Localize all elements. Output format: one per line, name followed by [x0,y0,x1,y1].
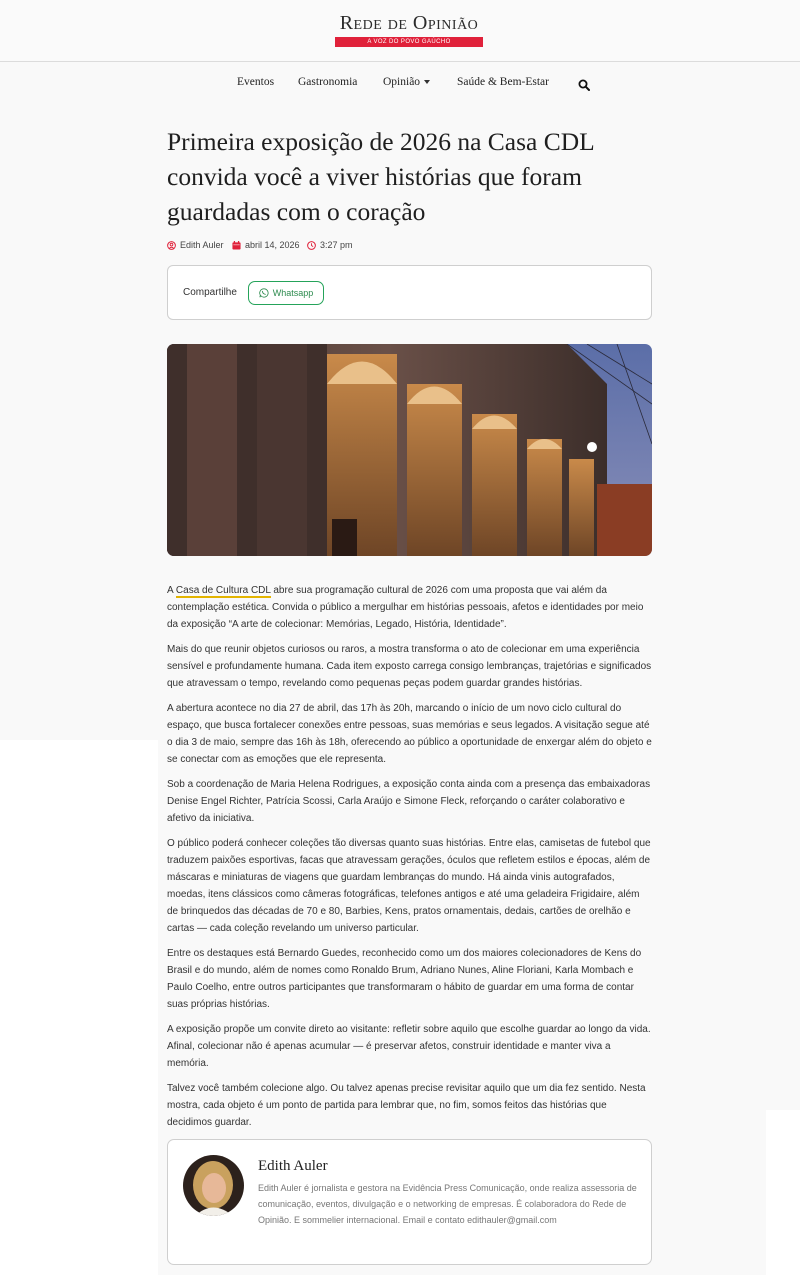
casa-cdl-link[interactable]: Casa de Cultura CDL [175,585,271,596]
post-title: Primeira exposição de 2026 na Casa CDL convida você a viver histórias que foram guardadas com o coração [167,127,594,226]
article-paragraph: A abertura acontece no dia 27 de abril, das 17h às 20h, marcando o início de um novo ciclo cultural do espaço, que busca fortalecer conexões entre pessoas, suas memórias e seus legados. A visitação segue até o dia 3 de maio, sempre das 16h às 18h, oferecendo ao público a oportunidade de enxergar além do objeto e se conectar com as emoções que ele representa. [167,703,652,765]
main-navigation [0,62,800,104]
user-icon [167,241,176,250]
article-paragraph: O público poderá conhecer coleções tão diversas quanto suas histórias. Entre elas, camisetas de futebol que traduzem paixões esportivas, facas que atravessam gerações, óculos que refletem estilos e épocas, além de máscaras e miniaturas de viagens que guardam lembranças do mundo. Há ainda vinis autografados, moedas, itens clássicos como câmeras fotográficas, telefones antigos e até uma geladeira Frigidaire, além de brinquedos das décadas de 70 e 80, Barbies, Kens, pratos ornamentais, dedais, cartões de orelhão e cartas — cada coleção revelando um universo particular. [167,838,651,934]
share-box [167,265,652,320]
meta-time-text: 3:27 pm [320,240,353,250]
site-header [0,0,800,62]
article-paragraph: A exposição propõe um convite direto ao visitante: refletir sobre aquilo que escolhe guardar ao longo da vida. Afinal, colecionar não é apenas acumular — é preservar afetos, construir identidade e manter viva a memória. [167,1024,651,1069]
clock-icon [307,241,316,250]
author-box [167,1139,652,1265]
paragraph-text: abre sua programação cultural de 2026 com uma proposta que vai além da contemplação estética. Convida o público a mergulhar em histórias pessoais, afetos e identidades por meio da exposição “A arte de colecionar: Memórias, Legado, História, Identidade”. [167,585,644,630]
whatsapp-icon [259,288,269,298]
logo-tagline: A VOZ DO POVO GAÚCHO [335,37,483,47]
author-bio: Edith Auler é jornalista e gestora na Evidência Press Comunicação, onde realiza assessoria de comunicação, eventos, divulgação e o networking de empresas. É colaboradora do Rede de Opinião. E sommelier internacional. Email e contato edithauler@gmail.com [258,1183,637,1225]
article-paragraph: Talvez você também colecione algo. Ou talvez apenas precise revisitar aquilo que um dia fez sentido. Nesta mostra, cada objeto é um ponto de partida para lembrar que, no fim, somos feitos das histórias que decidimos guardar. [167,1083,646,1128]
whatsapp-label: Whatsapp [272,288,314,298]
article-paragraph: Sob a coordenação de Maria Helena Rodrigues, a exposição conta ainda com a presença das embaixadoras Denise Engel Richter, Patrícia Scossi, Carla Araújo e Simone Fleck, reforçando o caráter colaborativo e afetivo da iniciativa. [167,779,651,824]
article-paragraph: Entre os destaques está Bernardo Guedes, reconhecido como um dos maiores colecionadores de Kens do Brasil e do mundo, além de nomes como Ronaldo Brum, Adriano Nunes, Aline Floriani, Karla Mombach e Paulo Coelho, entre outros participantes que transformaram o hábito de guardar em uma forma de contar suas próprias histórias. [167,948,642,1010]
nav-item-gastronomia[interactable]: Gastronomia [298,76,358,88]
article-paragraph: Mais do que reunir objetos curiosos ou raros, a mostra transforma o ato de colecionar em uma experiência sensível e profundamente humana. Cada item exposto carrega consigo lembranças, trajetórias e significados que atravessam o tempo, revelando como pequenas peças podem guardar grandes histórias. [167,644,652,689]
side-background-right [766,62,800,1110]
nav-item-saude[interactable]: Saúde & Bem-Estar [457,76,549,88]
share-label: Compartilhe [183,287,237,298]
author-name[interactable]: Edith Auler [258,1158,328,1174]
featured-image [167,344,652,556]
meta-author[interactable] [167,239,224,251]
site-logo[interactable] [334,10,484,47]
logo-title: Rede de Opinião [339,12,479,34]
meta-author-name: Edith Auler [180,240,224,250]
avatar[interactable] [183,1155,244,1216]
side-background-left [0,62,158,740]
nav-item-opiniao[interactable] [383,76,430,88]
meta-time [307,239,353,251]
nav-item-eventos[interactable]: Eventos [237,76,275,88]
calendar-icon [232,241,241,250]
chevron-down-icon [424,80,430,84]
meta-date-text: abril 14, 2026 [245,240,300,250]
nav-item-opiniao-label: Opinião [383,76,421,88]
article-paragraph [167,582,652,633]
meta-date [232,239,300,251]
search-icon[interactable] [578,79,590,91]
paragraph-text: A [167,585,176,596]
whatsapp-share-button[interactable] [248,281,324,305]
article-body [167,582,652,1139]
